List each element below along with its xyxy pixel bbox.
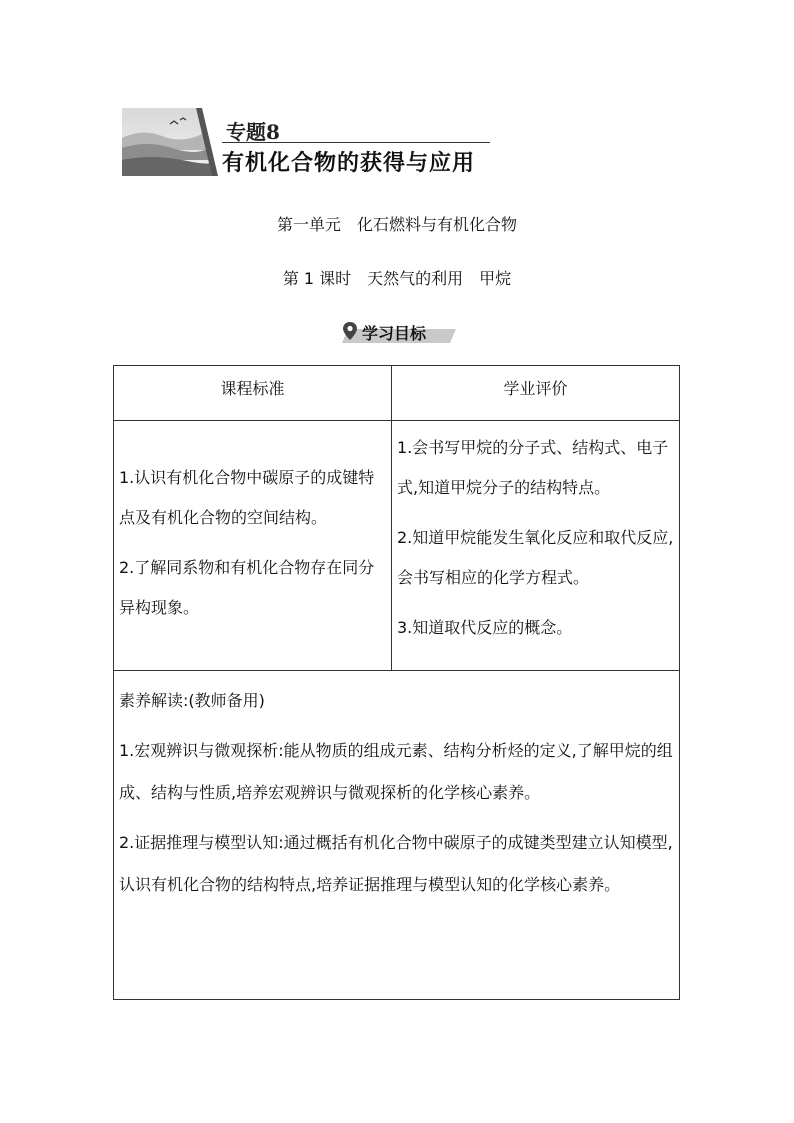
objectives-table	[113, 365, 680, 1000]
row-divider	[114, 670, 679, 671]
evaluation-item: 1.会书写甲烷的分子式、结构式、电子式,知道甲烷分子的结构特点。	[397, 438, 669, 497]
location-pin-icon	[342, 321, 358, 341]
unit-title: 第一单元 化石燃料与有机化合物	[276, 215, 517, 234]
banner-divider	[222, 142, 490, 143]
literacy-item: 2.证据推理与模型认知:通过概括有机化合物中碳原子的成键类型建立认知模型,认识有机化合物的结构特点,培养证据推理与模型认知的化学核心素养。	[119, 833, 673, 894]
standards-cell	[119, 458, 387, 628]
objectives-tag	[338, 319, 456, 345]
evaluation-cell	[397, 428, 679, 648]
column-header-evaluation: 学业评价	[503, 379, 568, 398]
chapter-banner	[122, 108, 494, 178]
objectives-label: 学习目标	[362, 324, 427, 343]
header-divider	[114, 420, 679, 421]
literacy-title: 素养解读:(教师备用)	[119, 691, 265, 710]
literacy-cell	[119, 680, 675, 906]
topic-label: 专题8	[226, 120, 280, 144]
standard-item: 1.认识有机化合物中碳原子的成键特点及有机化合物的空间结构。	[119, 468, 375, 527]
standard-item: 2.了解同系物和有机化合物存在同分异构现象。	[119, 558, 375, 617]
landscape-with-birds-icon	[122, 108, 222, 176]
column-divider	[391, 366, 392, 670]
lesson-title: 第 1 课时 天然气的利用 甲烷	[282, 269, 512, 288]
column-header-standards: 课程标准	[220, 379, 285, 398]
evaluation-item: 2.知道甲烷能发生氧化反应和取代反应,会书写相应的化学方程式。	[397, 528, 674, 587]
evaluation-item: 3.知道取代反应的概念。	[397, 618, 573, 637]
literacy-item: 1.宏观辨识与微观探析:能从物质的组成元素、结构分析烃的定义,了解甲烷的组成、结构与性质,培养宏观辨识与微观探析的化学核心素养。	[119, 741, 673, 802]
topic-title: 有机化合物的获得与应用	[222, 150, 476, 176]
